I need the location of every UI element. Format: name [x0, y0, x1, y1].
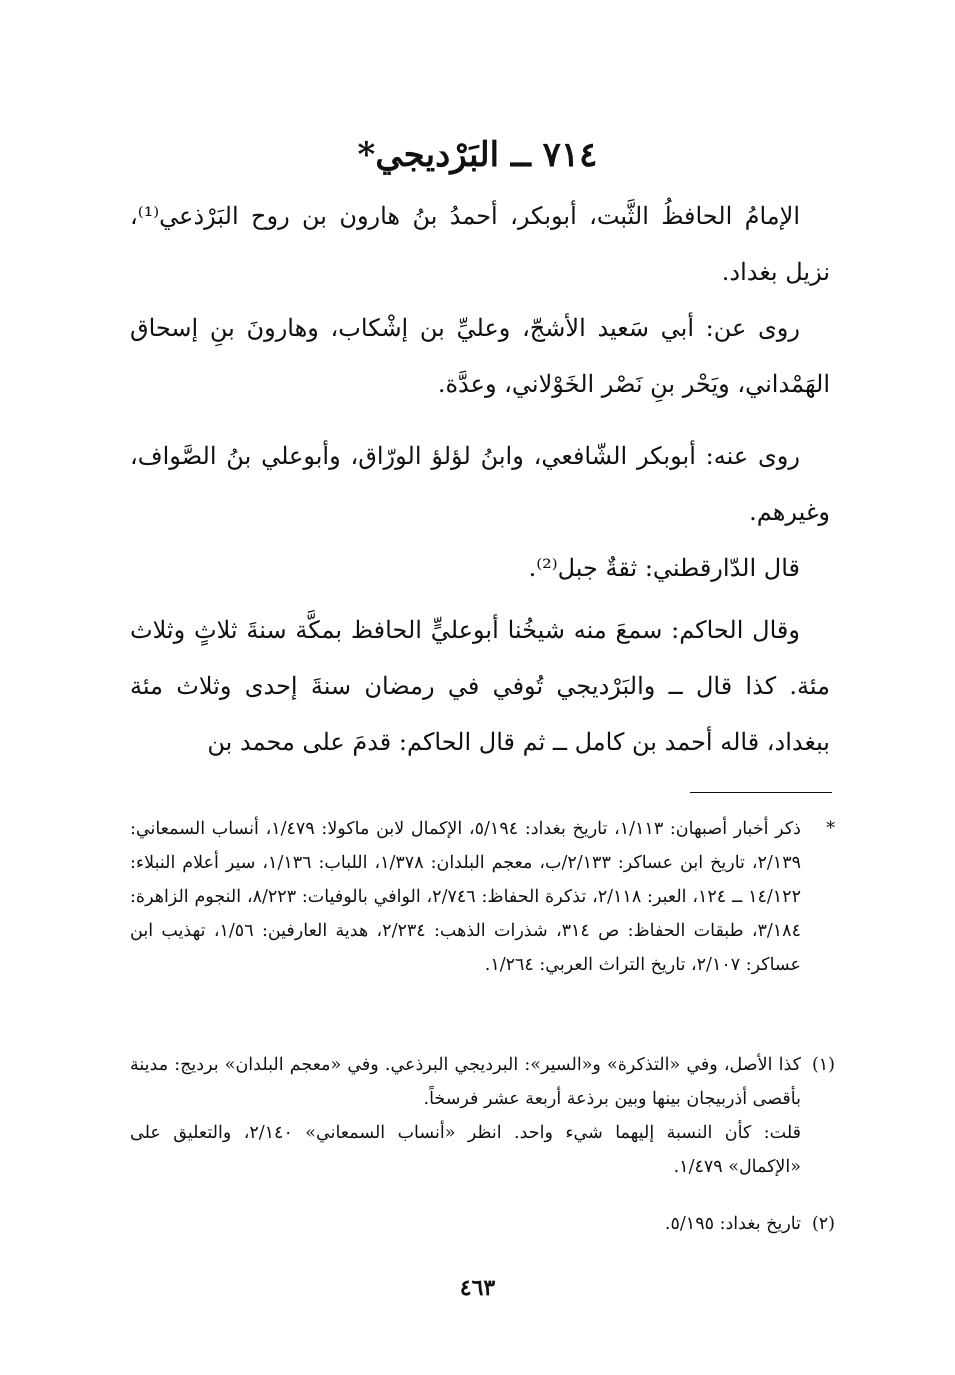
paragraph-text: وقال الحاكم: سمعَ منه شيخُنا أبوعليٍّ الحافظ بمكَّة سنةَ ثلاثٍ وثلاث مئة. كذا قال ــ والبَرْديجي تُوفي في رمضان سنةَ إحدى وثلاث مئة ببغداد، قاله أحمد بن كامل ــ ثم قال الحاكم: قدمَ على محمد بن — [130, 616, 830, 756]
footnote-line: كذا الأصل، وفي «التذكرة» و«السير»: البرديجي البرذعي. وفي «معجم البلدان» برديج: مدينة بأقصى أذربيجان بينها وبين برذعة أربعة عشر فرسخاً. — [130, 1055, 801, 1109]
footnote-marker: * — [826, 819, 835, 839]
footnote-text: تاريخ بغداد: ٥/١٩٥. — [664, 1214, 801, 1234]
paragraph-text: قال الدّارقطني: ثقةٌ جبل⁽²⁾. — [528, 554, 800, 582]
footnote-text: ذكر أخبار أصبهان: ١/١١٣، تاريخ بغداد: ٥/١٩٤، الإكمال لابن ماكولا: ١/٤٧٩، أنساب السمعاني: ٢/١٣٩، تاريخ ابن عساكر: ٢/١٣٣/ب، معجم البلدان: ١/٣٧٨، اللباب: ١/١٣٦، سير أعلام النبلاء: ١٤/١٢٢ ــ ١٢٤، العبر: ٢/١١٨، تذكرة الحفاظ: ٢/٧٤٦، الوافي بالوفيات: ٨/٢٢٣، النجوم الزاهرة: ٣/١٨٤، طبقات الحفاظ: ص ٣١٤، شذرات الذهب: ٢/٢٣٤، هدية العارفين: ١/٥٦، تهذيب ابن عساكر: ٢/١٠٧، تاريخ التراث العربي: ١/٢٦٤. — [130, 819, 802, 975]
footnote-row — [130, 1207, 835, 1241]
footnote-1 — [130, 1048, 835, 1184]
footnote-line: قلت: كأن النسبة إليهما شيء واحد. انظر «أنساب السمعاني» ٢/١٤٠، والتعليق على «الإكمال» ١/٤٧٩. — [130, 1123, 801, 1177]
paragraph-text: روى عنه: أبوبكر الشّافعي، وابنُ لؤلؤ الورّاق، وأبوعلي بنُ الصَّواف، وغيرهم. — [130, 442, 830, 526]
paragraph-hakim — [130, 602, 830, 770]
footnote-separator — [690, 792, 832, 793]
paragraph-daraqutni — [130, 540, 830, 596]
footnote-text — [130, 1048, 801, 1184]
entry-title: ٧١٤ ــ البَرْديجي* — [357, 135, 598, 175]
paragraph-text: روى عن: أبي سَعيد الأشجّ، وعليِّ بن إشْكاب، وهارونَ بنِ إسحاق الهَمْداني، ويَحْر بنِ نَصْر الخَوْلاني، وعدَّة. — [130, 314, 830, 398]
footnote-row — [130, 1048, 835, 1184]
page-number: ٤٦٣ — [459, 1275, 496, 1301]
paragraph-narrated-from — [130, 300, 830, 412]
footnote-marker: (٢) — [811, 1214, 835, 1234]
footnote-marker: (١) — [811, 1055, 835, 1075]
footnote-2 — [130, 1207, 835, 1241]
paragraph-text: الإمامُ الحافظُ الثَّبت، أبوبكر، أحمدُ بنُ هارون بن روح البَرْذعي⁽¹⁾، نزيل بغداد. — [130, 202, 830, 286]
paragraph-biography — [130, 188, 830, 300]
footnote-sources — [130, 812, 835, 982]
paragraph-narrated-by — [130, 428, 830, 540]
footnote-row — [130, 812, 835, 982]
